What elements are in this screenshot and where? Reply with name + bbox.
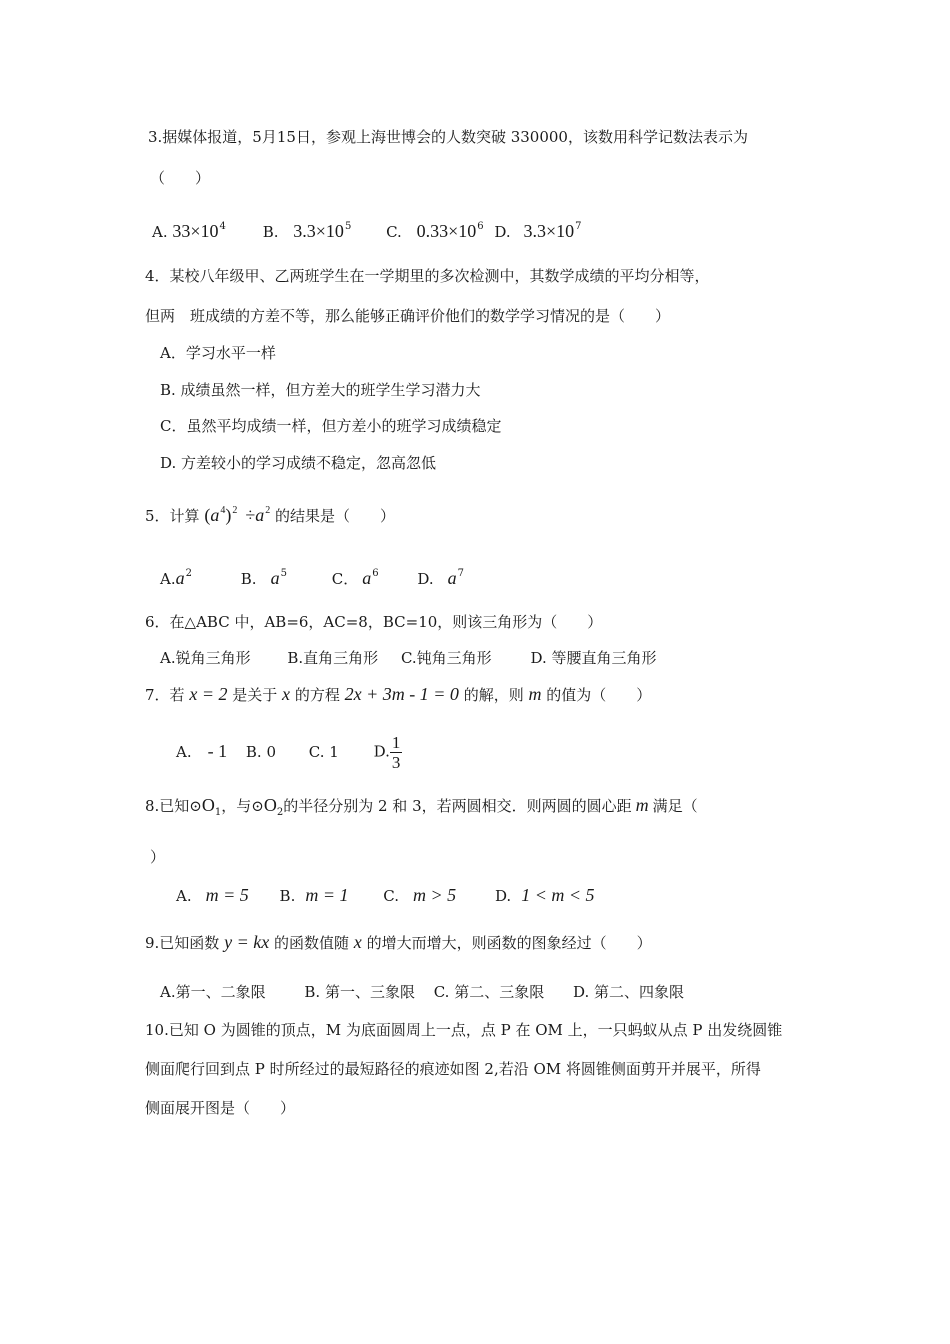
q7-option-b: B. 0 [245, 742, 276, 761]
q6-option-b: B.直角三角形 [287, 649, 379, 667]
q10-stem-line1: 10.已知 O 为圆锥的顶点，M 为底面圆周上一点，点 P 在 OM 上，一只蚂蚁从点 P 出发绕圆锥 [145, 1021, 783, 1039]
q5-options [160, 563, 464, 590]
q4-option-d: D. 方差较小的学习成绩不稳定，忽高忽低 [160, 454, 437, 472]
q10-stem-line3: 侧面展开图是（ ） [145, 1099, 296, 1117]
q6-option-d: D. 等腰直角三角形 [530, 649, 657, 667]
q7-options [176, 733, 402, 772]
q4-stem-line1: 4．某校八年级甲、乙两班学生在一学期里的多次检测中，其数学成绩的平均分相等， [145, 267, 710, 285]
q9-function: y = kx [224, 932, 270, 952]
q3-answer-paren: （ ） [150, 169, 211, 187]
q8-option-c: C. m > 5 [383, 885, 457, 905]
q6-options [160, 647, 657, 669]
q7-equation: 2x + 3m - 1 = 0 [344, 684, 459, 704]
q4-option-c: C．虽然平均成绩一样，但方差小的班学习成绩稳定 [160, 417, 502, 435]
q9-option-d: D. 第二、四象限 [573, 983, 685, 1001]
q5-option-c: C． $a^6$ [331, 568, 379, 588]
q4-option-b: B. 成绩虽然一样，但方差大的班学生学习潜力大 [160, 381, 481, 399]
q9-stem: 9.已知函数 y = kx 的函数值随 x 的增大而增大，则函数的图象经过（ ） [145, 932, 652, 952]
q5-option-d: D. $a^7$ [417, 568, 464, 588]
q8-option-a: A. m = 5 [176, 885, 249, 905]
q6-option-c: C.钝角三角形 [400, 649, 492, 667]
q3-options [152, 216, 581, 243]
q7-stem: 7．若 x = 2 是关于 x 的方程 2x + 3m - 1 = 0 的解，则 m 的值为（ ） [145, 684, 652, 704]
q6-option-a: A.锐角三角形 [160, 649, 251, 667]
q8-option-b: B. m = 1 [279, 885, 349, 905]
q5-option-b: B. $a^5$ [240, 568, 287, 588]
q9-option-c: C. 第二、三象限 [433, 983, 545, 1001]
q3-stem: 3.据媒体报道，5月15日，参观上海世博会的人数突破 330000，该数用科学记数法表示为 [148, 128, 748, 146]
q8-options [176, 884, 595, 907]
q4-stem-line2: 但两 班成绩的方差不等，那么能够正确评价他们的数学学习情况的是（ ） [145, 307, 671, 325]
q10-stem-line2: 侧面爬行回到点 P 时所经过的最短路径的痕迹如图 2,若沿 OM 将圆锥侧面剪开并展平，所得 [145, 1060, 761, 1078]
q7-condition: x = 2 [189, 684, 228, 704]
q8-option-d: D. 1 < m < 5 [494, 885, 595, 905]
q9-option-b: B. 第一、三象限 [304, 983, 415, 1001]
q7-option-a: A. - 1 [176, 740, 228, 761]
q7-option-c: C. 1 [308, 742, 339, 761]
q7-fraction: $\frac{1}{3}$ [391, 733, 401, 772]
q3-option-d: D. $3.3\times 10^7$ [494, 221, 582, 241]
q3-option-a: A. $33\times 10^4$ [152, 221, 226, 241]
q5-option-a: $A.a^2$ [160, 568, 192, 588]
q9-option-a: A.第一、二象限 [160, 983, 266, 1001]
q3-option-c: C. $0.33\times 10^6$ [386, 221, 484, 241]
q7-option-d: D. $\frac{1}{3}$ [373, 733, 401, 772]
q5-stem: 5．计算 $(a^4)^2 \div a^2$ 的结果是（ ） [145, 505, 396, 525]
q4-option-a: A．学习水平一样 [160, 344, 276, 362]
q8-stem: 8.已知$⊙O_1$，与$⊙O_2$的半径分别为 2 和 3，若两圆相交．则两圆的圆心距 m 满足（ [145, 795, 698, 818]
q3-option-b: B. $3.3\times 10^5$ [262, 221, 352, 241]
q9-options [160, 981, 684, 1003]
q6-stem: 6．在△ABC 中，AB=6，AC=8，BC=10，则该三角形为（ ） [145, 613, 603, 631]
q8-close-paren: ） [150, 848, 166, 866]
q5-expression: $(a^4)^2 \div a^2$ [204, 505, 271, 525]
